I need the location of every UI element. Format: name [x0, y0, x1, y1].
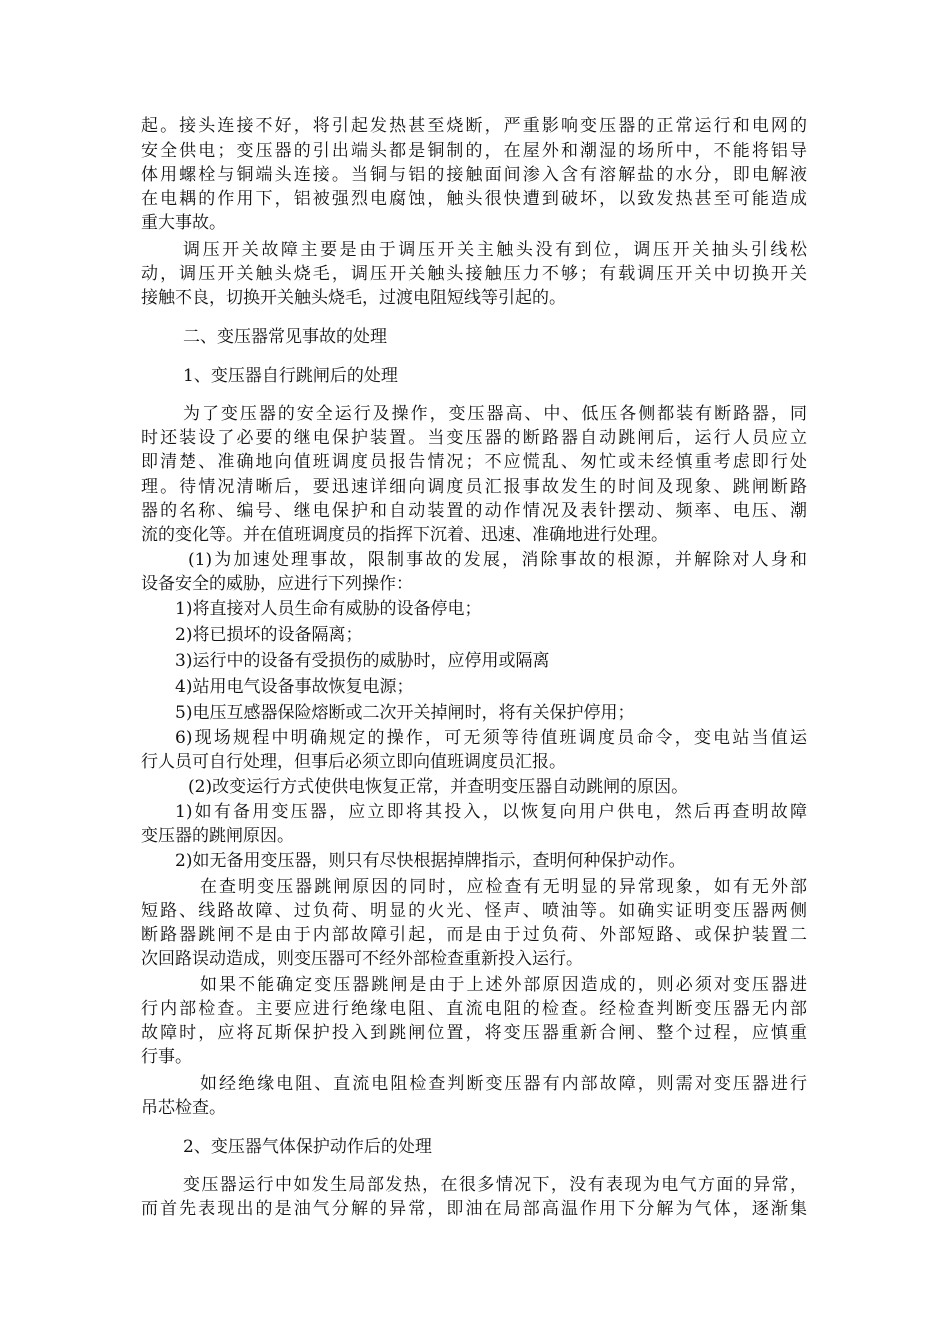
text-line: 设备安全的威胁，应进行下列操作： [141, 574, 413, 594]
text-line: 即清楚、准确地向值班调度员报告情况；不应慌乱、匆忙或未经慎重考虑即行处 [141, 452, 807, 472]
text-line: 行内部检查。主要应进行绝缘电阻、直流电阻的检查。经检查判断变压器无内部 [141, 999, 807, 1019]
text-line: 短路、线路故障、过负荷、明显的火光、怪声、喷油等。如确实证明变压器两侧 [141, 901, 807, 921]
text-line: 而首先表现出的是油气分解的异常，即油在局部高温作用下分解为气体，逐渐集 [141, 1199, 807, 1219]
text-line: 变压器的跳闸原因。 [141, 826, 294, 846]
text-line: 器的名称、编号、继电保护和自动装置的动作情况及表针摆动、频率、电压、潮 [141, 501, 807, 521]
text-line: 理。待情况清晰后，要迅速详细向调度员汇报事故发生的时间及现象、跳闸断路 [141, 477, 807, 497]
subsection-heading: 2、变压器气体保护动作后的处理 [183, 1137, 432, 1157]
text-line: 行人员可自行处理，但事后必须立即向值班调度员汇报。 [141, 752, 566, 772]
text-line: 在查明变压器跳闸原因的同时，应检查有无明显的异常现象，如有无外部 [200, 877, 807, 897]
text-line: 故障时，应将瓦斯保护投入到跳闸位置，将变压器重新合闸、整个过程，应慎重 [141, 1023, 807, 1043]
list-item: 1)将直接对人员生命有威胁的设备停电； [175, 599, 482, 619]
text-line: 重大事故。 [141, 213, 226, 233]
text-line: 为了变压器的安全运行及操作，变压器高、中、低压各侧都装有断路器，同 [183, 404, 807, 424]
text-line: 行事。 [141, 1047, 192, 1067]
text-line: 流的变化等。并在值班调度员的指挥下沉着、迅速、准确地进行处理。 [141, 525, 668, 545]
text-line: 起。接头连接不好，将引起发热甚至烧断，严重影响变压器的正常运行和电网的 [141, 116, 807, 136]
text-line: 吊芯检查。 [141, 1098, 226, 1118]
text-line: 安全供电；变压器的引出端头都是铜制的，在屋外和潮湿的场所中，不能将铝导 [141, 141, 807, 161]
list-item: 4)站用电气设备事故恢复电源； [175, 677, 414, 697]
section-heading: 二、变压器常见事故的处理 [183, 327, 387, 347]
text-line: 次回路误动造成，则变压器可不经外部检查重新投入运行。 [141, 949, 583, 969]
text-line: 体用螺栓与铜端头连接。当铜与铝的接触面间渗入含有溶解盐的水分，即电解液 [141, 165, 807, 185]
text-line: 调压开关故障主要是由于调压开关主触头没有到位，调压开关抽头引线松 [183, 240, 807, 260]
text-line: (2)改变运行方式使供电恢复正常，并查明变压器自动跳闸的原因。 [188, 777, 689, 797]
list-item: 6)现场规程中明确规定的操作，可无须等待值班调度员命令，变电站当值运 [175, 728, 807, 748]
list-item: 3)运行中的设备有受损伤的威胁时，应停用或隔离 [175, 651, 550, 671]
list-item: 5)电压互感器保险熔断或二次开关掉闸时，将有关保护停用； [175, 703, 635, 723]
text-line: 接触不良，切换开关触头烧毛，过渡电阻短线等引起的。 [141, 288, 566, 308]
text-line: 断路器跳闸不是由于内部故障引起，而是由于过负荷、外部短路、或保护装置二 [141, 925, 807, 945]
text-line: 时还装设了必要的继电保护装置。当变压器的断路器自动跳闸后，运行人员应立 [141, 428, 807, 448]
text-line: 如果不能确定变压器跳闸是由于上述外部原因造成的，则必须对变压器进 [200, 975, 807, 995]
text-line: 变压器运行中如发生局部发热，在很多情况下，没有表现为电气方面的异常， [183, 1175, 807, 1195]
text-line: 在电耦的作用下，铝被强烈电腐蚀，触头很快遭到破坏，以致发热甚至可能造成 [141, 189, 807, 209]
subsection-heading: 1、变压器自行跳闸后的处理 [183, 366, 398, 386]
list-item: 2)将已损坏的设备隔离； [175, 625, 363, 645]
text-line: 如经绝缘电阻、直流电阻检查判断变压器有内部故障，则需对变压器进行 [200, 1074, 807, 1094]
list-item: 2)如无备用变压器，则只有尽快根据掉牌指示，查明何种保护动作。 [175, 851, 686, 871]
text-line: 动，调压开关触头烧毛，调压开关触头接触压力不够；有载调压开关中切换开关 [141, 264, 807, 284]
text-line: (1)为加速处理事故，限制事故的发展，消除事故的根源，并解除对人身和 [188, 550, 807, 570]
list-item: 1)如有备用变压器，应立即将其投入，以恢复向用户供电，然后再查明故障 [175, 802, 807, 822]
